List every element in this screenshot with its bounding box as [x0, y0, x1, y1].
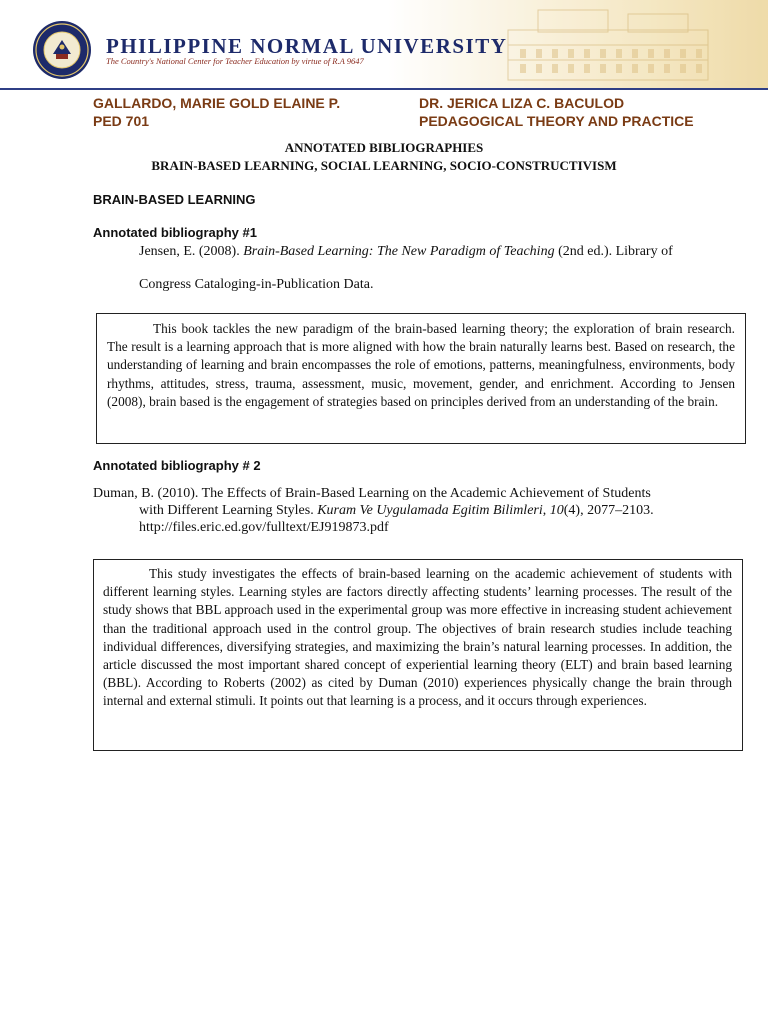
reference-issue-pages: (4), 2077–2103. [563, 503, 654, 518]
course-info [419, 94, 694, 130]
student-info [93, 94, 340, 130]
document-subtitle: BRAIN-BASED LEARNING, SOCIAL LEARNING, SOCIO-CONSTRUCTIVISM [151, 158, 617, 173]
bibliography-1-reference [139, 243, 673, 261]
university-header [0, 0, 768, 90]
university-tagline: The Country's National Center for Teacher Education by virtue of R.A 9647 [106, 56, 364, 66]
professor-name: DR. JERICA LIZA C. BACULOD [419, 95, 625, 111]
header-rule [0, 88, 768, 90]
bibliography-2-annotation-box [93, 559, 743, 751]
bibliography-1-reference-line2: Congress Cataloging-in-Publication Data. [139, 277, 374, 292]
document-title: ANNOTATED BIBLIOGRAPHIES [284, 140, 484, 155]
reference-book-title: Brain-Based Learning: The New Paradigm of Teaching [243, 244, 555, 259]
course-code: PED 701 [93, 113, 150, 129]
section-heading: BRAIN-BASED LEARNING [93, 192, 256, 207]
university-name: PHILIPPINE NORMAL UNIVERSITY [106, 34, 508, 58]
bibliography-2-annotation: This study investigates the effects of brain-based learning on the academic achievement of students with different learning styles. Learning styles are factors directly affecting students’ learning processes. The result of the study shows that BBL approach used in the experimental group was more effective in increasing student achievement than the traditional approach used in the control group. The objectives of brain research studies include teaching individual differences, diversifying strategies, and maximizing the brain’s natural learning processes. In addition, the article discussed the most important shared concept of experiential learning theory (ELT) and brain based learning (BBL). According to Roberts (2002) as cited by Duman (2010) experiences physically change the brain through internal and external stimuli. It points out that learning is a process, and it occurs through experiences. [103, 566, 732, 709]
reference-edition: (2nd ed.). Library of [554, 244, 673, 259]
bibliography-1-heading: Annotated bibliography #1 [93, 225, 257, 240]
bibliography-2-reference: Duman, B. (2010). The Effects of Brain-Based Learning on the Academic Achievement of Students [93, 486, 651, 501]
course-title: PEDAGOGICAL THEORY AND PRACTICE [419, 113, 694, 129]
reference-url: http://files.eric.ed.gov/fulltext/EJ919873.pdf [139, 520, 389, 535]
bibliography-1-annotation-box [96, 313, 746, 444]
university-seal-icon [32, 20, 92, 80]
reference-title-end: with Different Learning Styles. [139, 503, 318, 518]
reference-journal: Kuram Ve Uygulamada Egitim Bilimleri [317, 503, 543, 518]
reference-author-year: Jensen, E. (2008). [139, 244, 244, 259]
student-name: GALLARDO, MARIE GOLD ELAINE P. [93, 95, 341, 111]
bibliography-2-heading: Annotated bibliography # 2 [93, 458, 261, 473]
bibliography-1-annotation: This book tackles the new paradigm of the brain-based learning theory; the exploration of brain research. The result is a learning approach that is more aligned with how the brain naturally learns best. Based on research, the understanding of learning and brain encompasses the role of emotions, patterns, meaningfulness, environments, body rhythms, attitudes, stress, trauma, assessment, music, movement, gender, and enrichment. According to Jensen (2008), brain based is the engagement of strategies based on principles derived from an understanding of the brain. [107, 321, 735, 409]
bibliography-2-reference-line2 [139, 502, 654, 520]
reference-separator: , [542, 503, 550, 518]
reference-volume: 10 [549, 503, 564, 518]
